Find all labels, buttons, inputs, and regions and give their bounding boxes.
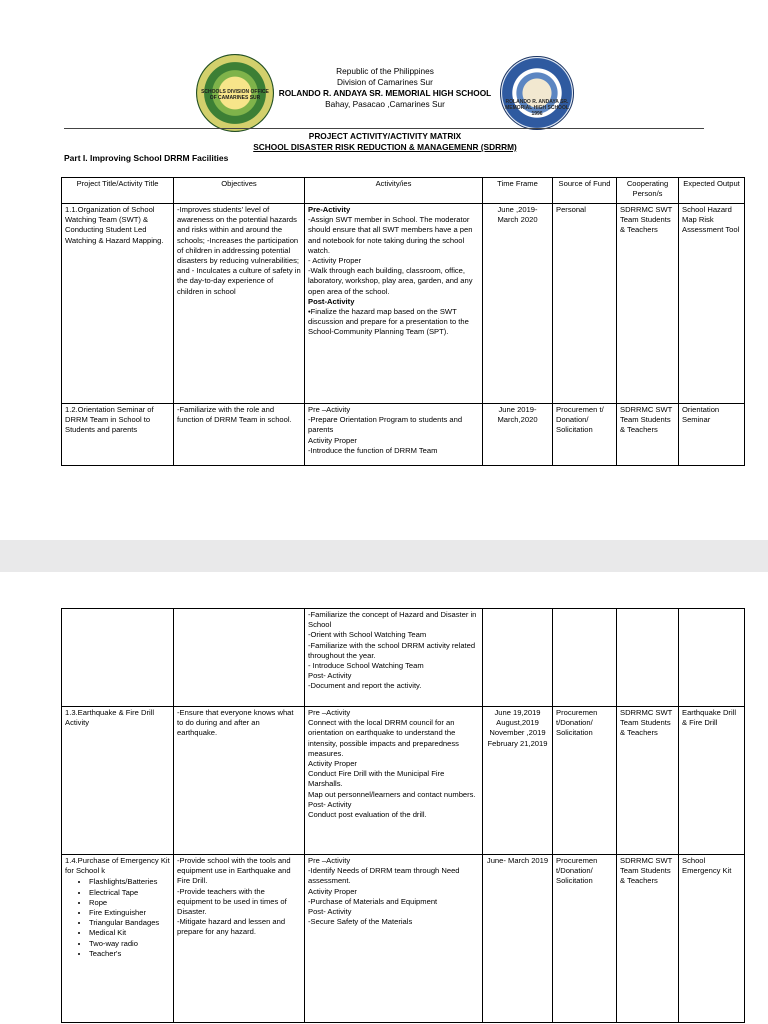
cell-expected-output: Earthquake Drill & Fire Drill	[679, 707, 745, 855]
cell-time-frame	[483, 609, 553, 707]
cell-expected-output: School Hazard Map Risk Assessment Tool	[679, 204, 745, 404]
letterhead-division: Division of Camarines Sur	[337, 77, 433, 87]
cell-expected-output: School Emergency Kit	[679, 855, 745, 1023]
cell-activities: Pre –Activity Connect with the local DRRM council for an orientation on earthquake to understand the intensity, possible impacts and preparedness measures. Activity Proper Conduct Fire Drill with the Municipal Fire Marshalls. Map out personnel/learners and contact numbers. Post- Activity Conduct post evaluation of the drill.	[305, 707, 483, 855]
post-activity-label: Post-Activity	[308, 296, 355, 306]
pre-activity-text: -Assign SWT member in School. The moderator should ensure that all SWT members have a pen and notebook for note taking during the school watch.	[308, 215, 473, 255]
table-row	[62, 707, 745, 855]
list-item: • Fire Extinguisher	[89, 908, 170, 918]
cell-source-of-fund: Procuremen t/ Donation/ Solicitation	[553, 404, 617, 466]
matrix-title: PROJECT ACTIVITY/ACTIVITY MATRIX	[308, 131, 462, 141]
cell-project: 1.1.Organization of School Watching Team (SWT) & Conducting Student Led Watching & Hazard Mapping.	[62, 204, 174, 404]
column-header-expected-output: Expected Output	[679, 178, 745, 204]
cell-source-of-fund: Procuremen t/Donation/ Solicitation	[553, 707, 617, 855]
cell-cooperating	[617, 609, 679, 707]
activity-matrix-table	[61, 177, 745, 466]
cell-project	[62, 609, 174, 707]
cell-project: 1.2.Orientation Seminar of DRRM Team in School to Students and parents	[62, 404, 174, 466]
cell-objectives: -Improves students' level of awareness on the potential hazards and risks within and around the schools; -Increases the participation of children in addressing potential disasters by reducing vulnerabilities; and - Inculcates a culture of safety in the day-to-day experience of children in school	[174, 204, 305, 404]
letterhead-address: Bahay, Pasacao ,Camarines Sur	[325, 99, 445, 109]
cell-objectives: -Provide school with the tools and equipment use in Earthquake and Fire Drill. -Provide teachers with the equipment to be used in times of Disaster. -Mitigate hazard and lessen and prepare for any hazard.	[174, 855, 305, 1023]
matrix-subtitle: SCHOOL DISASTER RISK REDUCTION & MANAGEMENR (SDRRM)	[253, 142, 517, 152]
cell-cooperating: SDRRMC SWT Team Students & Teachers	[617, 404, 679, 466]
table-row	[62, 609, 745, 707]
purchase-title: 1.4.Purchase of Emergency Kit for School k	[65, 856, 170, 876]
column-header-source-of-fund: Source of Fund	[553, 178, 617, 204]
part-heading: Part I. Improving School DRRM Facilities	[64, 153, 229, 163]
column-header-activities: Activity/ies	[305, 178, 483, 204]
cell-time-frame: June ,2019- March 2020	[483, 204, 553, 404]
column-header-objectives: Objectives	[174, 178, 305, 204]
cell-objectives: -Ensure that everyone knows what to do during and after an earthquake.	[174, 707, 305, 855]
cell-time-frame: June- March 2019	[483, 855, 553, 1023]
cell-time-frame: June 19,2019 August,2019 November ,2019 February 21,2019	[483, 707, 553, 855]
cell-objectives	[174, 609, 305, 707]
cell-cooperating: SDRRMC SWT Team Students & Teachers	[617, 707, 679, 855]
list-item: • Triangular Bandages	[89, 918, 170, 928]
division-seal-logo	[196, 54, 274, 132]
column-header-project: Project Title/Activity Title	[62, 178, 174, 204]
cell-expected-output: Orientation Seminar	[679, 404, 745, 466]
table-row	[62, 855, 745, 1023]
header-divider	[64, 128, 704, 129]
cell-source-of-fund: Procuremen t/Donation/ Solicitation	[553, 855, 617, 1023]
list-item: • Teacher's	[89, 949, 170, 959]
list-item: • Rope	[89, 898, 170, 908]
matrix-title-block	[210, 131, 560, 153]
cell-time-frame: June 2019- March,2020	[483, 404, 553, 466]
table-row	[62, 404, 745, 466]
pre-activity-label: Pre-Activity	[308, 205, 351, 214]
list-item: • Electrical Tape	[89, 888, 170, 898]
school-seal-text: ROLANDO R. ANDAYA SR. MEMORIAL HIGH SCHOOL 1996	[505, 99, 569, 117]
table-header-row	[62, 178, 745, 204]
document-page-2	[0, 572, 768, 1024]
cell-activities: -Familiarize the concept of Hazard and Disaster in School -Orient with School Watching Team -Familiarize with the school DRRM activity related throughout the year. - Introduce School Watching Team Post- Activity -Document and report the activity.	[305, 609, 483, 707]
cell-project	[62, 855, 174, 1023]
emergency-kit-list	[65, 877, 170, 959]
letterhead-school: ROLANDO R. ANDAYA SR. MEMORIAL HIGH SCHOOL	[278, 88, 492, 98]
letterhead	[270, 66, 500, 110]
cell-activities: Pre –Activity -Prepare Orientation Program to students and parents Activity Proper -Introduce the function of DRRM Team	[305, 404, 483, 466]
cell-source-of-fund: Personal	[553, 204, 617, 404]
cell-cooperating: SDRRMC SWT Team Students & Teachers	[617, 855, 679, 1023]
letterhead-country: Republic of the Philippines	[336, 66, 434, 76]
cell-cooperating: SDRRMC SWT Team Students & Teachers	[617, 204, 679, 404]
list-item: • Two-way radio	[89, 939, 170, 949]
cell-objectives: -Familiarize with the role and function of DRRM Team in school.	[174, 404, 305, 466]
activity-proper-label: - Activity Proper	[308, 256, 362, 266]
list-item: • Flashlights/Batteries	[89, 877, 170, 887]
cell-activities: Pre –Activity -Identify Needs of DRRM team through Need assessment. Activity Proper -Purchase of Materials and Equipment Post- Activity -Secure Safety of the Materials	[305, 855, 483, 1023]
list-item: • Medical Kit	[89, 928, 170, 938]
activity-matrix-table-continued	[61, 608, 745, 1023]
division-seal-text: SCHOOLS DIVISION OFFICE OF CAMARINES SUR	[201, 89, 269, 101]
activity-proper-text: -Walk through each building, classroom, office, laboratory, workshop, play area, garden, and any open area of the school.	[308, 266, 473, 296]
column-header-time-frame: Time Frame	[483, 178, 553, 204]
school-seal-logo	[500, 56, 574, 130]
cell-expected-output	[679, 609, 745, 707]
post-activity-text: •Finalize the hazard map based on the SWT discussion and prepare for a presentation to the School-Community Planning Team (SPT).	[308, 307, 469, 337]
table-row	[62, 204, 745, 404]
cell-activities	[305, 204, 483, 404]
cell-source-of-fund	[553, 609, 617, 707]
column-header-cooperating: Cooperating Person/s	[617, 178, 679, 204]
cell-project: 1.3.Earthquake & Fire Drill Activity	[62, 707, 174, 855]
